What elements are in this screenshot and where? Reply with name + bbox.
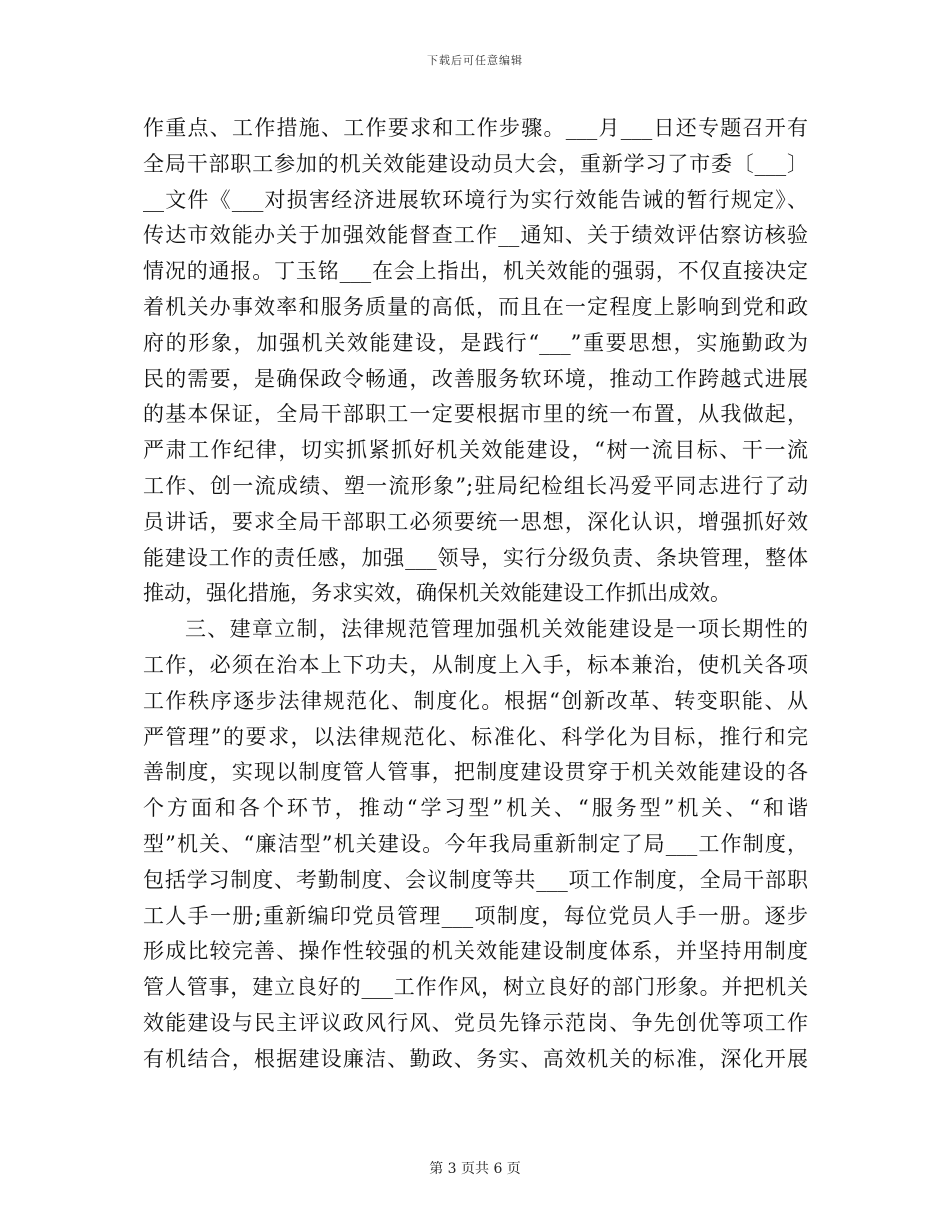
page-number-footer: 第 3 页共 6 页 <box>429 1161 521 1177</box>
text-line: __文件《___对损害经济进展软环境行为实行效能告诫的暂行规定》、 <box>143 187 808 212</box>
text-line-paragraph-end: 推动，强化措施，务求实效，确保机关效能建设工作抓出成效。 <box>143 581 731 606</box>
text-line: 管人管事，建立良好的___工作作风，树立良好的部门形象。并把机关 <box>143 975 808 1000</box>
text-line: 效能建设与民主评议政风行风、党员先锋示范岗、争先创优等项工作 <box>143 1010 808 1035</box>
text-line: 工作，必须在治本上下功夫，从制度上入手，标本兼治，使机关各项 <box>143 652 808 677</box>
text-line: 员讲话，要求全局干部职工必须要统一思想，深化认识，增强抓好效 <box>143 509 808 534</box>
text-line: 包括学习制度、考勤制度、会议制度等共___项工作制度，全局干部职 <box>143 867 808 892</box>
text-line: 工作、创一流成绩、塑一流形象”;驻局纪检组长冯爱平同志进行了动 <box>143 473 808 498</box>
text-line: 全局干部职工参加的机关效能建设动员大会，重新学习了市委〔___〕 <box>143 151 808 176</box>
text-line: 善制度，实现以制度管人管事，把制度建设贯穿于机关效能建设的各 <box>143 760 808 785</box>
document-body <box>143 111 808 1078</box>
text-line: 能建设工作的责任感，加强___领导，实行分级负责、条块管理，整体 <box>143 545 808 570</box>
text-line: 工人手一册;重新编印党员管理___项制度，每位党员人手一册。逐步 <box>143 903 808 928</box>
section-heading-line: 三、建章立制，法律规范管理加强机关效能建设是一项长期性的 <box>185 617 808 642</box>
text-line: 着机关办事效率和服务质量的高低，而且在一定程度上影响到党和政 <box>143 294 808 319</box>
text-line: 形成比较完善、操作性较强的机关效能建设制度体系，并坚持用制度 <box>143 939 808 964</box>
text-line: 民的需要，是确保政令畅通，改善服务软环境，推动工作跨越式进展 <box>143 366 808 391</box>
text-line: 个方面和各个环节，推动“学习型”机关、“服务型”机关、“和谐 <box>143 796 808 821</box>
text-line: 的基本保证，全局干部职工一定要根据市里的统一布置，从我做起， <box>143 402 808 427</box>
text-line: 严管理”的要求，以法律规范化、标准化、科学化为目标，推行和完 <box>143 724 808 749</box>
text-line: 府的形象，加强机关效能建设，是践行“___”重要思想，实施勤政为 <box>143 330 808 355</box>
text-line: 传达市效能办关于加强效能督查工作__通知、关于绩效评估察访核验 <box>143 223 808 248</box>
page-header-note: 下载后可任意编辑 <box>427 54 523 67</box>
text-line: 工作秩序逐步法律规范化、制度化。根据“创新改革、转变职能、从 <box>143 688 808 713</box>
text-line: 作重点、工作措施、工作要求和工作步骤。___月___日还专题召开有 <box>143 116 808 140</box>
text-line: 严肃工作纪律，切实抓紧抓好机关效能建设，“树一流目标、干一流 <box>143 438 808 463</box>
text-line: 情况的通报。丁玉铭___在会上指出，机关效能的强弱，不仅直接决定 <box>143 259 808 284</box>
text-line: 有机结合，根据建设廉洁、勤政、务实、高效机关的标准，深化开展 <box>143 1046 808 1071</box>
text-line: 型”机关、“廉洁型”机关建设。今年我局重新制定了局___工作制度， <box>143 831 808 856</box>
